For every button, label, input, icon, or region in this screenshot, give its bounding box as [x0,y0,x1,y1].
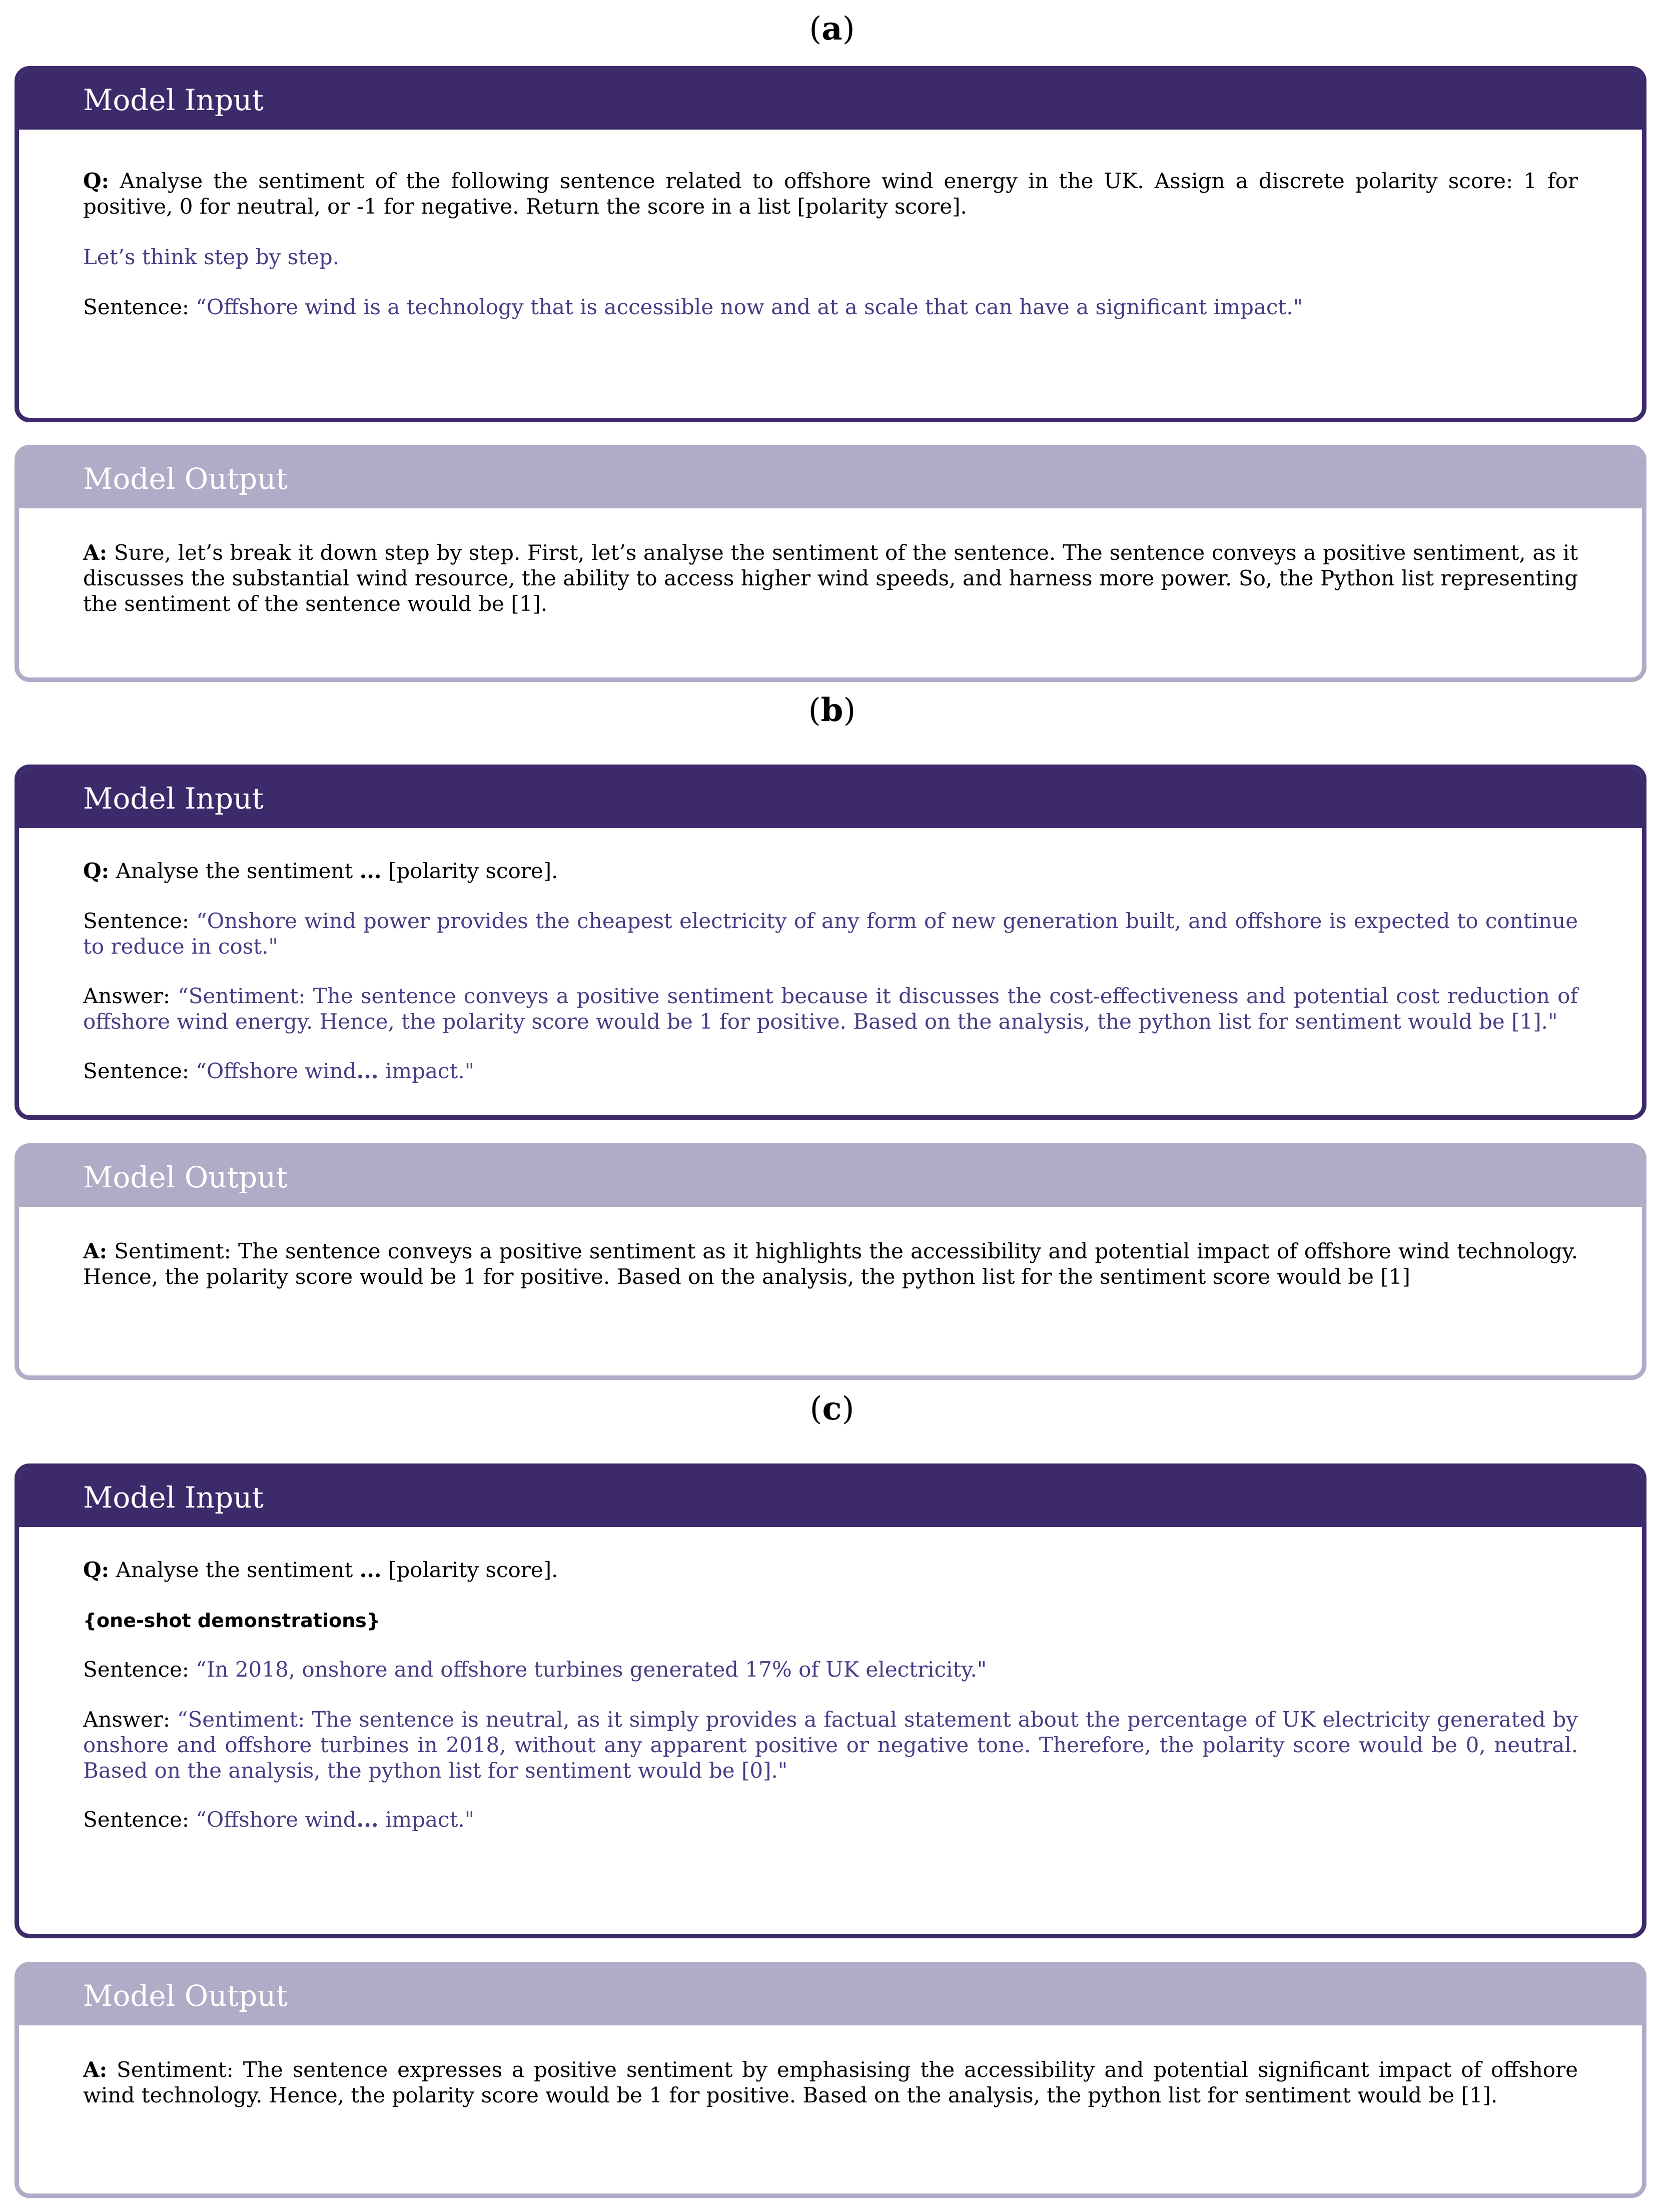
model-input-header: Model Input [19,71,1642,130]
model-output-box-b [15,1143,1646,1380]
model-output-header: Model Output [19,1148,1642,1207]
answer-text: A: Sentiment: The sentence expresses a positive sentiment by emphasising the accessibility and potential significant impact of offshore wind technology. Hence, the polarity score would be 1 for positive. Based on the analysis, the python list for sentiment would be [1]. [83,2057,1578,2107]
panel-label-b: (b) [808,691,856,729]
example-sentence: Sentence: “In 2018, onshore and offshore turbines generated 17% of UK electricity." [83,1657,987,1682]
model-input-box-c [15,1463,1646,1938]
model-input-header: Model Input [19,1468,1642,1527]
target-sentence: Sentence: “Offshore wind... impact." [83,1807,475,1832]
model-input-box-a [15,66,1646,422]
question-text: Q: Analyse the sentiment ... [polarity score]. [83,859,558,883]
target-sentence: Sentence: “Offshore wind... impact." [83,1059,475,1083]
model-input-box-b [15,765,1646,1120]
model-output-header: Model Output [19,449,1642,508]
demonstrations-placeholder: {one-shot demonstrations} [83,1610,380,1632]
model-output-box-a [15,445,1646,682]
model-input-header: Model Input [19,769,1642,828]
example-sentence: Sentence: “Onshore wind power provides the cheapest electricity of any form of new generation built, and offshore is expected to continue to reduce in cost." [83,909,1578,959]
target-sentence: Sentence: “Offshore wind is a technology that is accessible now and at a scale that can have a significant impact." [83,295,1303,319]
question-text: Q: Analyse the sentiment ... [polarity score]. [83,1558,558,1582]
panel-label-c: (c) [809,1390,855,1427]
chain-of-thought-prompt: Let’s think step by step. [83,245,340,269]
answer-text: A: Sure, let’s break it down step by step. First, let’s analyse the sentiment of the sentence. The sentence conveys a positive sentiment, as it discusses the substantial wind resource, the ability to access higher wind speeds, and harness more power. So, the Python list representing the sentiment of the sentence would be [1]. [83,540,1578,616]
example-answer: Answer: “Sentiment: The sentence is neutral, as it simply provides a factual statement about the percentage of UK electricity generated by onshore and offshore turbines in 2018, without any apparent positive or negative tone. Therefore, the polarity score would be 0, neutral. Based on the analysis, the python list for sentiment would be [0]." [83,1707,1578,1783]
panel-label-a: (a) [809,10,855,48]
model-output-box-c [15,1962,1646,2198]
answer-text: A: Sentiment: The sentence conveys a positive sentiment as it highlights the accessibility and potential impact of offshore wind technology. Hence, the polarity score would be 1 for positive. Based on the analysis, the python list for the sentiment score would be [1] [83,1239,1578,1289]
example-answer: Answer: “Sentiment: The sentence conveys a positive sentiment because it discusses the cost-effectiveness and potential cost reduction of offshore wind energy. Hence, the polarity score would be 1 for positive. Based on the analysis, the python list for sentiment would be [1]." [83,984,1578,1034]
question-text: Q: Analyse the sentiment of the following sentence related to offshore wind energy in the UK. Assign a discrete polarity score: 1 for positive, 0 for neutral, or -1 for negative. Return the score in a list [polarity score]. [83,169,1578,219]
model-output-header: Model Output [19,1966,1642,2025]
